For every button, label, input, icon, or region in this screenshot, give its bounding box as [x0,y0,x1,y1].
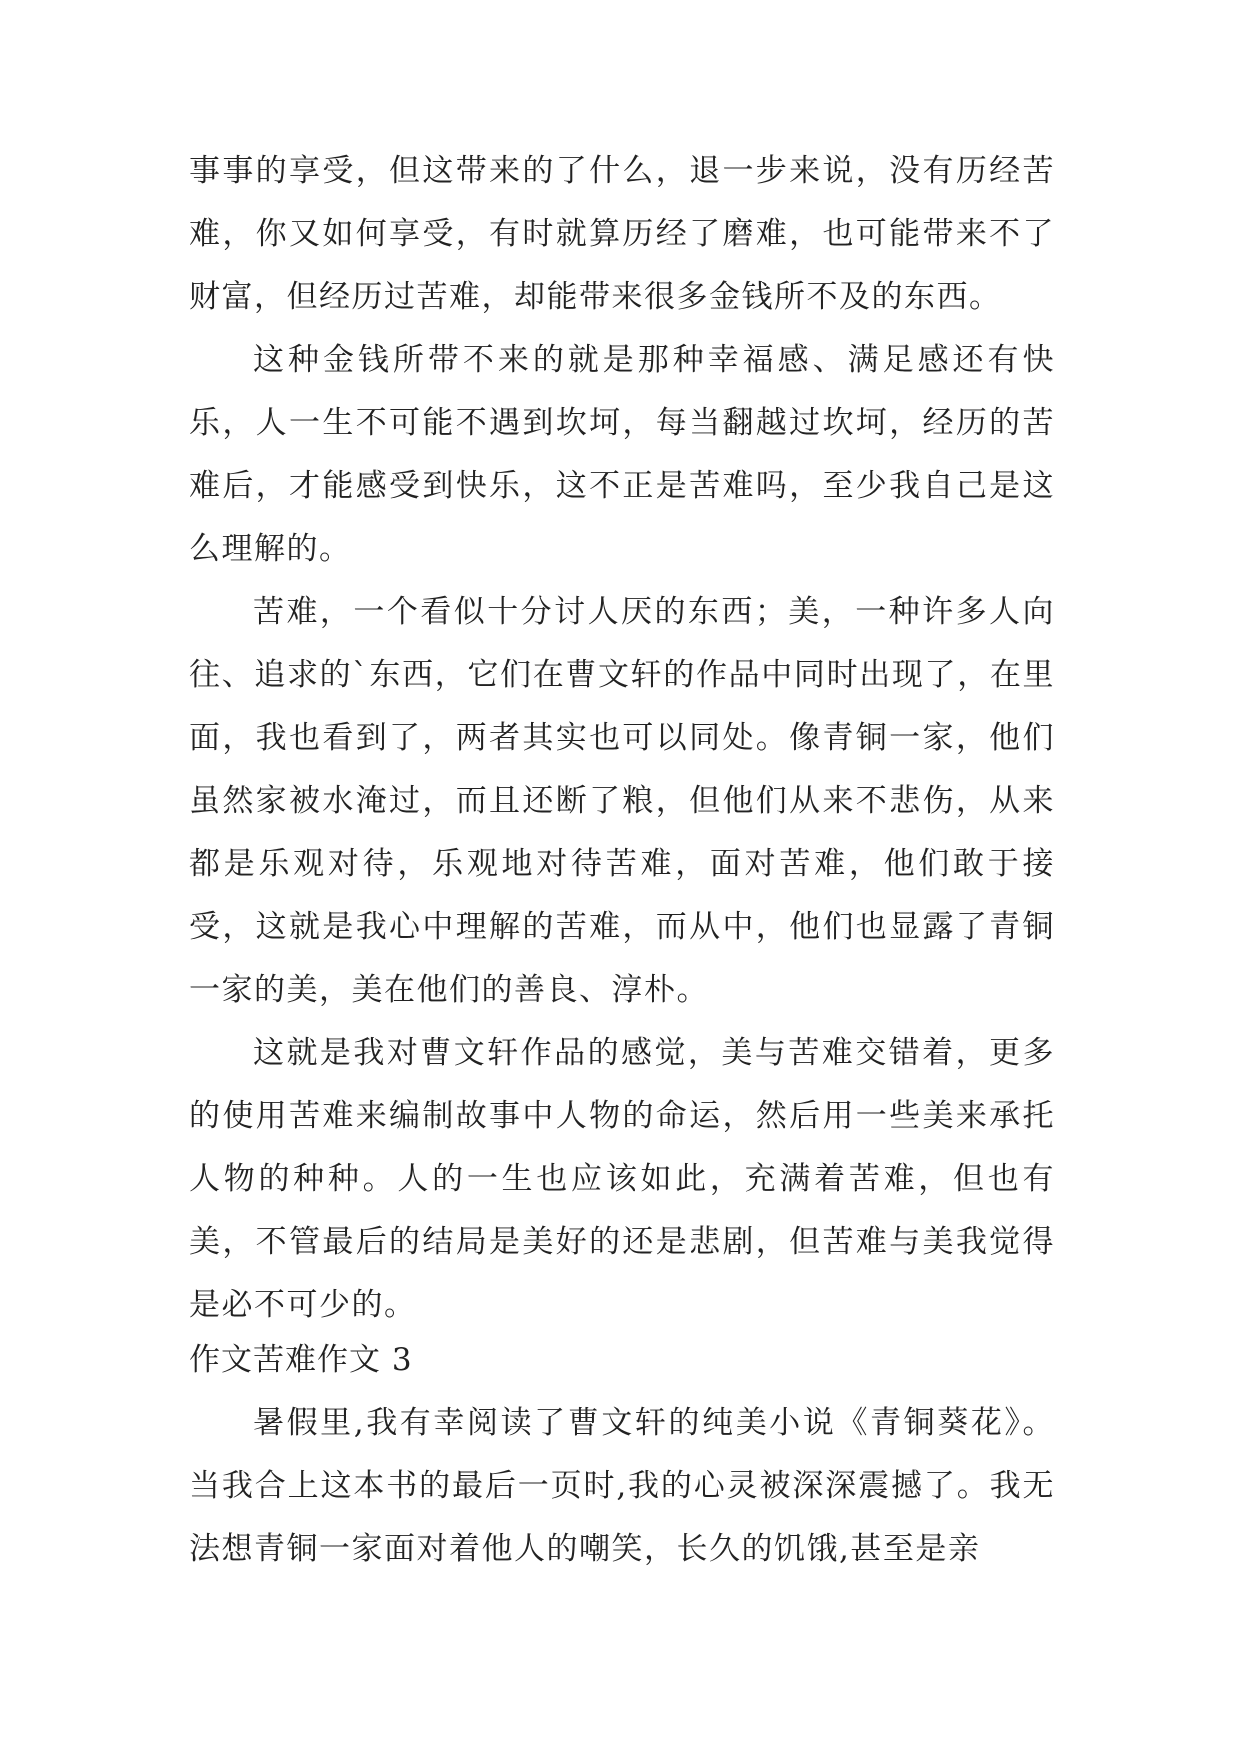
section-heading: 作文苦难作文 3 [189,1342,413,1378]
body-text-bottom [189,1392,1055,1581]
paragraph-1: 事事的享受，但这带来的了什么，退一步来说，没有历经苦难，你又如何享受，有时就算历经了磨难，也可能带来不了财富，但经历过苦难，却能带来很多金钱所不及的东西。 [189,153,1055,315]
paragraph-5: 暑假里,我有幸阅读了曹文轩的纯美小说《青铜葵花》。当我合上这本书的最后一页时,我的心灵被深深震撼了。我无法想青铜一家面对着他人的嘲笑，长久的饥饿,甚至是亲 [189,1405,1055,1567]
body-text-top [189,140,1055,1337]
paragraph-3: 苦难，一个看似十分讨人厌的东西；美，一种许多人向往、追求的`东西，它们在曹文轩的作品中同时出现了，在里面，我也看到了，两者其实也可以同处。像青铜一家，他们虽然家被水淹过，而且还断了粮，但他们从来不悲伤，从来都是乐观对待，乐观地对待苦难，面对苦难，他们敢于接受，这就是我心中理解的苦难，而从中，他们也显露了青铜一家的美，美在他们的善良、淳朴。 [189,594,1055,1008]
paragraph-2: 这种金钱所带不来的就是那种幸福感、满足感还有快乐，人一生不可能不遇到坎坷，每当翻越过坎坷，经历的苦难后，才能感受到快乐，这不正是苦难吗，至少我自己是这么理解的。 [189,342,1055,567]
paragraph-4: 这就是我对曹文轩作品的感觉，美与苦难交错着，更多的使用苦难来编制故事中人物的命运，然后用一些美来承托人物的种种。人的一生也应该如此，充满着苦难，但也有美，不管最后的结局是美好的还是悲剧，但苦难与美我觉得是必不可少的。 [189,1035,1055,1323]
